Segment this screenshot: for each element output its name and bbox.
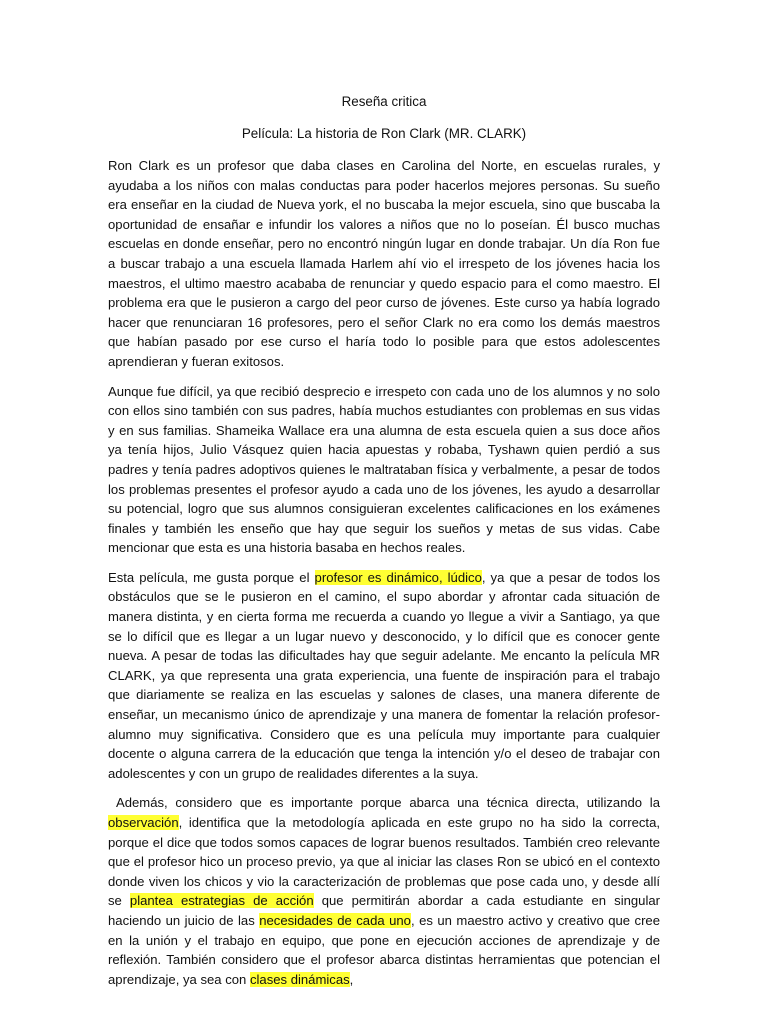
text-run: Además, considero que es importante porque abarca una técnica directa, utilizando la xyxy=(116,795,660,811)
highlighted-text: profesor es dinámico, lúdico xyxy=(314,569,482,585)
paragraph-4 xyxy=(108,793,660,989)
text-run: , xyxy=(349,971,354,987)
highlighted-text: clases dinámicas xyxy=(249,971,350,987)
paragraph-2 xyxy=(108,382,660,558)
text-run: Esta película, me gusta porque el xyxy=(108,569,315,585)
text-run: que permitirán abordar a cada estudiante en singular haciendo un juicio de las xyxy=(108,893,661,928)
document-title: Reseña critica xyxy=(341,94,427,109)
highlighted-text: plantea estrategias de acción xyxy=(129,893,314,909)
text-run: , es un maestro activo y creativo que cree en la unión y el trabajo en equipo, que pone en ejecución acciones de aprendizaje y de reflexión. También considero que el profesor abarca distintas herramientas que potencian el aprendizaje, ya sea con xyxy=(108,912,660,987)
text-run: , identifica que la metodología aplicada en este grupo no ha sido la correcta, porque el dice que todos somos capaces de lograr buenos resultados. También creo relevante que el profesor hico un proceso previo, ya que al iniciar las clases Ron se ubicó en el contexto donde viven los chicos y vio la caracterización de problemas que pose cada uno, y desde allí se xyxy=(108,815,660,909)
text-run: Aunque fue difícil, ya que recibió desprecio e irrespeto con cada uno de los alumnos y no solo con ellos sino también con sus padres, había muchos estudiantes con problemas en sus vidas y en sus familias. Shameika Wallace era una alumna de esta escuela quien a sus doce años ya tenía hijos, Julio Vásquez quien hacia apuestas y robaba, Tyshawn quien perdió a sus padres y tenía padres adoptivos quienes le maltrataban física y verbalmente, a pesar de todos los problemas presentes el profesor ayudo a cada uno de los jóvenes, les ayudo a desarrollar su potencial, logro que sus alumnos consiguieran excelentes calificaciones en los exámenes finales y también les enseño que hay que seguir los sueños y metas de sus vidas. Cabe mencionar que esta es una historia basaba en hechos reales. xyxy=(108,383,660,556)
highlighted-text: necesidades de cada uno xyxy=(259,912,411,928)
document-subtitle: Película: La historia de Ron Clark (MR. CLARK) xyxy=(241,126,527,141)
paragraph-3 xyxy=(108,568,660,784)
text-run: Ron Clark es un profesor que daba clases en Carolina del Norte, en escuelas rurales, y ayudaba a los niños con malas conductas para poder hacerlos mejores personas. Su sueño era enseñar en la ciudad de Nueva york, el no buscaba la mejor escuela, sino que buscaba la oportunidad de ensañar e infundir los valores a niños que no lo poseían. Él busco muchas escuelas en donde enseñar, pero no encontró ningún lugar en donde trabajar. Un día Ron fue a buscar trabajo a una escuela llamada Harlem ahí vio el irrespeto de los jóvenes hacia los maestros, el ultimo maestro acababa de renunciar y quedo espacio para el como maestro. El problema era que le pusieron a cargo del peor curso de jóvenes. Este curso ya había logrado hacer que renunciaran 16 profesores, pero el señor Clark no era como los demás maestros que habían pasado por ese curso el haría todo lo posible para que estos adolescentes aprendieran y fueran exitosos. xyxy=(108,158,660,369)
paragraph-1 xyxy=(108,156,660,372)
highlighted-text: observación xyxy=(108,815,179,830)
text-run: , ya que a pesar de todos los obstáculos que se le pusieron en el camino, el supo abordar y afrontar cada situación de manera distinta, y en cierta forma me recuerda a cuando yo llegue a vivir a Santiago, ya que se lo difícil que es llegar a un lugar nuevo y desconocido, y lo difícil que es conocer gente nueva. A pesar de todas las dificultades hay que seguir adelante. Me encanto la película MR CLARK, ya que representa una grata experiencia, una fuente de inspiración para el trabajo que diariamente se realiza en las escuelas y salones de clases, una manera diferente de enseñar, un mecanismo único de aprendizaje y una manera de fomentar la relación profesor-alumno muy significativa. Considero que es una película muy importante para cualquier docente o alguna carrera de la educación que tenga la intención y/o el deseo de trabajar con adolescentes y con un grupo de realidades diferentes a la suya. xyxy=(108,569,660,781)
